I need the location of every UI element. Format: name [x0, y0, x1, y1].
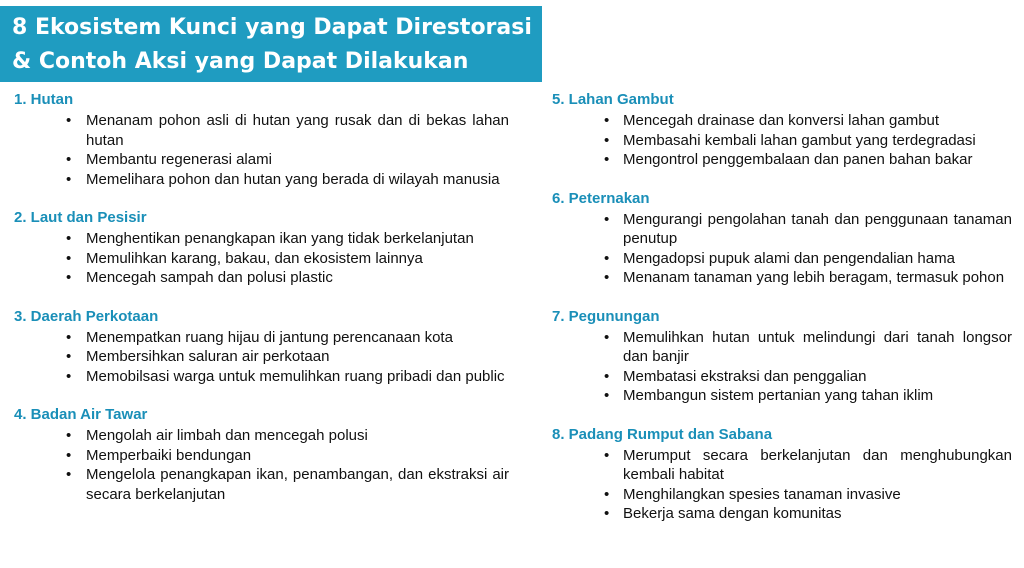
list-item: • Mengelola penangkapan ikan, penambangan, dan ekstraksi air secara berkelanjutan — [14, 465, 509, 504]
title-banner — [0, 6, 542, 82]
list-item: • Menghentikan penangkapan ikan yang tidak berkelanjutan — [14, 229, 509, 249]
item-list — [14, 229, 509, 288]
list-item: • Menanam pohon asli di hutan yang rusak dan di bekas lahan hutan — [14, 111, 509, 150]
section-title: 6. Peternakan — [552, 189, 650, 207]
section-title: 4. Badan Air Tawar — [14, 406, 148, 423]
item-list — [14, 111, 509, 189]
list-item: • Merumput secara berkelanjutan dan menghubungkan kembali habitat — [552, 446, 1012, 485]
section-title: 2. Laut dan Pesisir — [14, 209, 147, 226]
list-item: • Mengolah air limbah dan mencegah polusi — [14, 426, 509, 446]
list-item: • Mengadopsi pupuk alami dan pengendalian hama — [552, 249, 1012, 269]
list-item: • Mencegah drainase dan konversi lahan gambut — [552, 111, 1012, 131]
item-list — [14, 426, 509, 504]
section-peternakan — [552, 189, 1012, 288]
list-item: • Memperbaiki bendungan — [14, 446, 509, 466]
list-item: • Mengontrol penggembalaan dan panen bahan bakar — [552, 150, 1012, 170]
title-line-2: & Contoh Aksi yang Dapat Dilakukan — [12, 49, 469, 74]
list-item: • Membangun sistem pertanian yang tahan iklim — [552, 386, 1012, 406]
list-item: • Menghilangkan spesies tanaman invasive — [552, 485, 1012, 505]
item-list — [552, 210, 1012, 288]
section-lahan-gambut — [552, 90, 1012, 170]
title-line-1: 8 Ekosistem Kunci yang Dapat Direstorasi — [12, 15, 532, 40]
list-item: • Membantu regenerasi alami — [14, 150, 509, 170]
section-pegunungan — [552, 307, 1012, 406]
item-list — [14, 328, 509, 387]
list-item: • Memobilsasi warga untuk memulihkan ruang pribadi dan public — [14, 367, 509, 387]
list-item: • Menempatkan ruang hijau di jantung perencanaan kota — [14, 328, 509, 348]
section-hutan — [14, 90, 509, 189]
section-title: 5. Lahan Gambut — [552, 91, 674, 108]
list-item: • Mencegah sampah dan polusi plastic — [14, 268, 509, 288]
list-item: • Memulihkan hutan untuk melindungi dari tanah longsor dan banjir — [552, 328, 1012, 367]
list-item: • Mengurangi pengolahan tanah dan penggunaan tanaman penutup — [552, 210, 1012, 249]
item-list — [552, 111, 1012, 170]
item-list — [552, 328, 1012, 406]
item-list — [552, 446, 1012, 524]
list-item: • Membatasi ekstraksi dan penggalian — [552, 367, 1012, 387]
right-column — [552, 90, 1012, 543]
section-title: 3. Daerah Perkotaan — [14, 307, 159, 325]
list-item: • Membasahi kembali lahan gambut yang terdegradasi — [552, 131, 1012, 151]
section-title: 8. Padang Rumput dan Sabana — [552, 425, 773, 443]
list-item: • Bekerja sama dengan komunitas — [552, 504, 1012, 524]
section-badan-air-tawar — [14, 405, 509, 504]
section-laut-pesisir — [14, 208, 509, 288]
section-title: 1. Hutan — [14, 91, 74, 108]
list-item: • Menanam tanaman yang lebih beragam, termasuk pohon — [552, 268, 1012, 288]
section-title: 7. Pegunungan — [552, 307, 660, 325]
list-item: • Memelihara pohon dan hutan yang berada di wilayah manusia — [14, 170, 509, 190]
left-column — [14, 90, 509, 523]
section-daerah-perkotaan — [14, 307, 509, 387]
list-item: • Memulihkan karang, bakau, dan ekosistem lainnya — [14, 249, 509, 269]
list-item: • Membersihkan saluran air perkotaan — [14, 347, 509, 367]
section-padang-rumput-sabana — [552, 425, 1012, 524]
